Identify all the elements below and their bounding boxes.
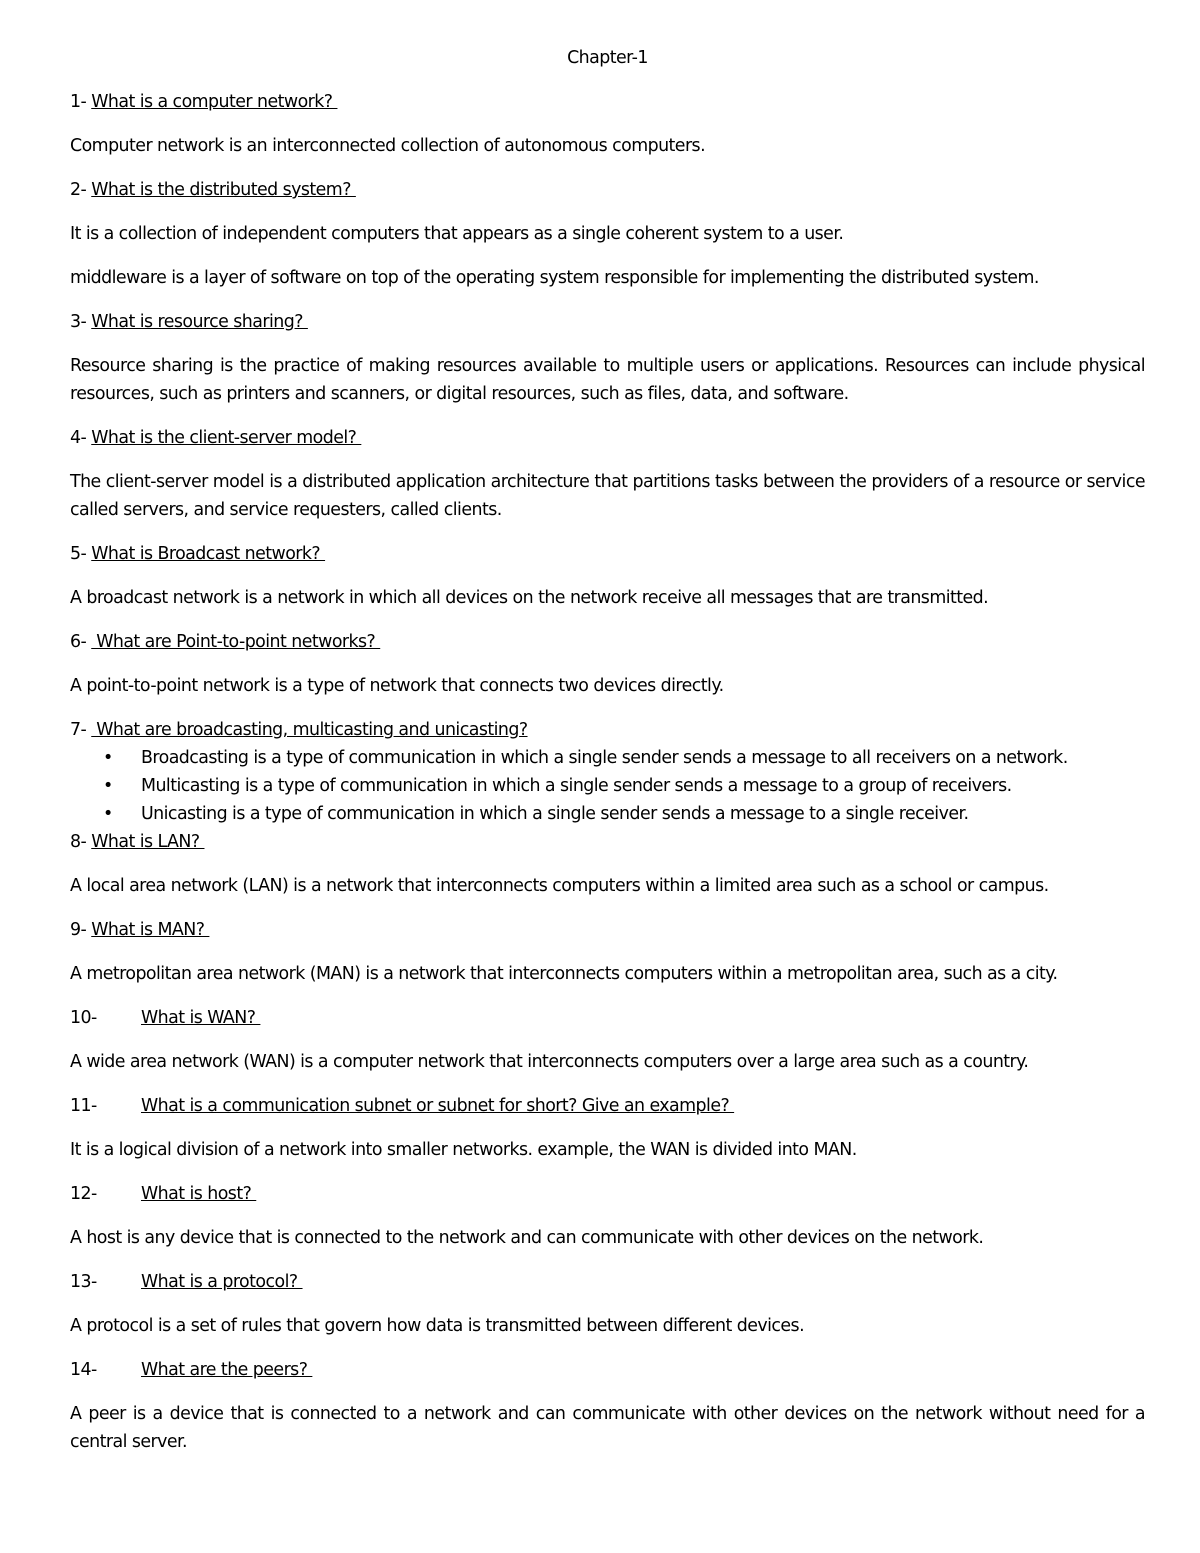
bullet-item [70,744,1145,772]
question-number: 11- [70,1096,97,1116]
answer-13: A protocol is a set of rules that govern how data is transmitted between different devices. [70,1316,805,1336]
question-11 [70,1092,1145,1120]
question-text: What is the distributed system? [91,180,356,200]
bullet-icon: • [103,804,113,824]
bullet-item [70,772,1145,800]
question-number: 8- [70,832,87,852]
bullet-icon: • [103,776,113,796]
question-number: 12- [70,1184,97,1204]
answer-8: A local area network (LAN) is a network that interconnects computers within a limited area such as a school or campus. [70,876,1049,896]
question-text: What is WAN? [141,1008,261,1028]
bullet-item [70,800,1145,828]
question-number: 5- [70,544,87,564]
question-text: What is LAN? [91,832,205,852]
bullet-text: Multicasting is a type of communication in which a single sender sends a message to a group of receivers. [141,776,1012,796]
question-10 [70,1004,1145,1032]
question-12 [70,1180,1145,1208]
bullet-list [70,744,1145,828]
question-number: 4- [70,428,87,448]
question-number: 1- [70,92,87,112]
question-number: 6- [70,632,87,652]
bullet-text: Broadcasting is a type of communication in which a single sender sends a message to all receivers on a network. [141,748,1068,768]
answer-1: Computer network is an interconnected collection of autonomous computers. [70,136,706,156]
question-text: What is resource sharing? [91,312,308,332]
question-number: 13- [70,1272,97,1292]
bullet-text: Unicasting is a type of communication in which a single sender sends a message to a single receiver. [141,804,969,824]
answer-11: It is a logical division of a network into smaller networks. example, the WAN is divided into MAN. [70,1140,857,1160]
question-number: 10- [70,1008,97,1028]
answer-5: A broadcast network is a network in which all devices on the network receive all messages that are transmitted. [70,588,989,608]
question-text: What is a protocol? [141,1272,303,1292]
answer-2b: middleware is a layer of software on top of the operating system responsible for implementing the distributed system. [70,268,1039,288]
bullet-icon: • [103,748,113,768]
question-3 [70,308,1145,336]
question-text: What are Point-to-point networks? [91,632,381,652]
question-number: 9- [70,920,87,940]
document-page [70,44,1145,1472]
answer-4: The client-server model is a distributed application architecture that partitions tasks between the providers of a resource or service called servers, and service requesters, called clients. [70,472,1145,520]
question-number: 7- [70,720,87,740]
answer-12: A host is any device that is connected to the network and can communicate with other devices on the network. [70,1228,984,1248]
answer-6: A point-to-point network is a type of network that connects two devices directly. [70,676,724,696]
question-number: 2- [70,180,87,200]
question-text: What are the peers? [141,1360,313,1380]
question-1 [70,88,1145,116]
question-5 [70,540,1145,568]
question-text: What are broadcasting, multicasting and unicasting? [91,720,528,740]
question-number: 14- [70,1360,97,1380]
question-text: What is MAN? [91,920,210,940]
question-text: What is the client-server model? [91,428,362,448]
chapter-title: Chapter-1 [567,48,648,68]
question-13 [70,1268,1145,1296]
answer-14: A peer is a device that is connected to a network and can communicate with other devices on the network without need for a central server. [70,1404,1145,1452]
question-7 [70,716,1145,744]
question-4 [70,424,1145,452]
question-2 [70,176,1145,204]
question-6 [70,628,1145,656]
answer-10: A wide area network (WAN) is a computer network that interconnects computers over a large area such as a country. [70,1052,1029,1072]
question-number: 3- [70,312,87,332]
question-8 [70,828,1145,856]
question-text: What is a communication subnet or subnet for short? Give an example? [141,1096,735,1116]
question-text: What is host? [141,1184,257,1204]
answer-9: A metropolitan area network (MAN) is a network that interconnects computers within a metropolitan area, such as a city. [70,964,1058,984]
answer-3: Resource sharing is the practice of making resources available to multiple users or applications. Resources can include physical resources, such as printers and scanners, or digital resources, such as files, data, and software. [70,356,1145,404]
question-14 [70,1356,1145,1384]
question-9 [70,916,1145,944]
question-text: What is Broadcast network? [91,544,326,564]
answer-2a: It is a collection of independent computers that appears as a single coherent system to a user. [70,224,844,244]
question-text: What is a computer network? [91,92,338,112]
